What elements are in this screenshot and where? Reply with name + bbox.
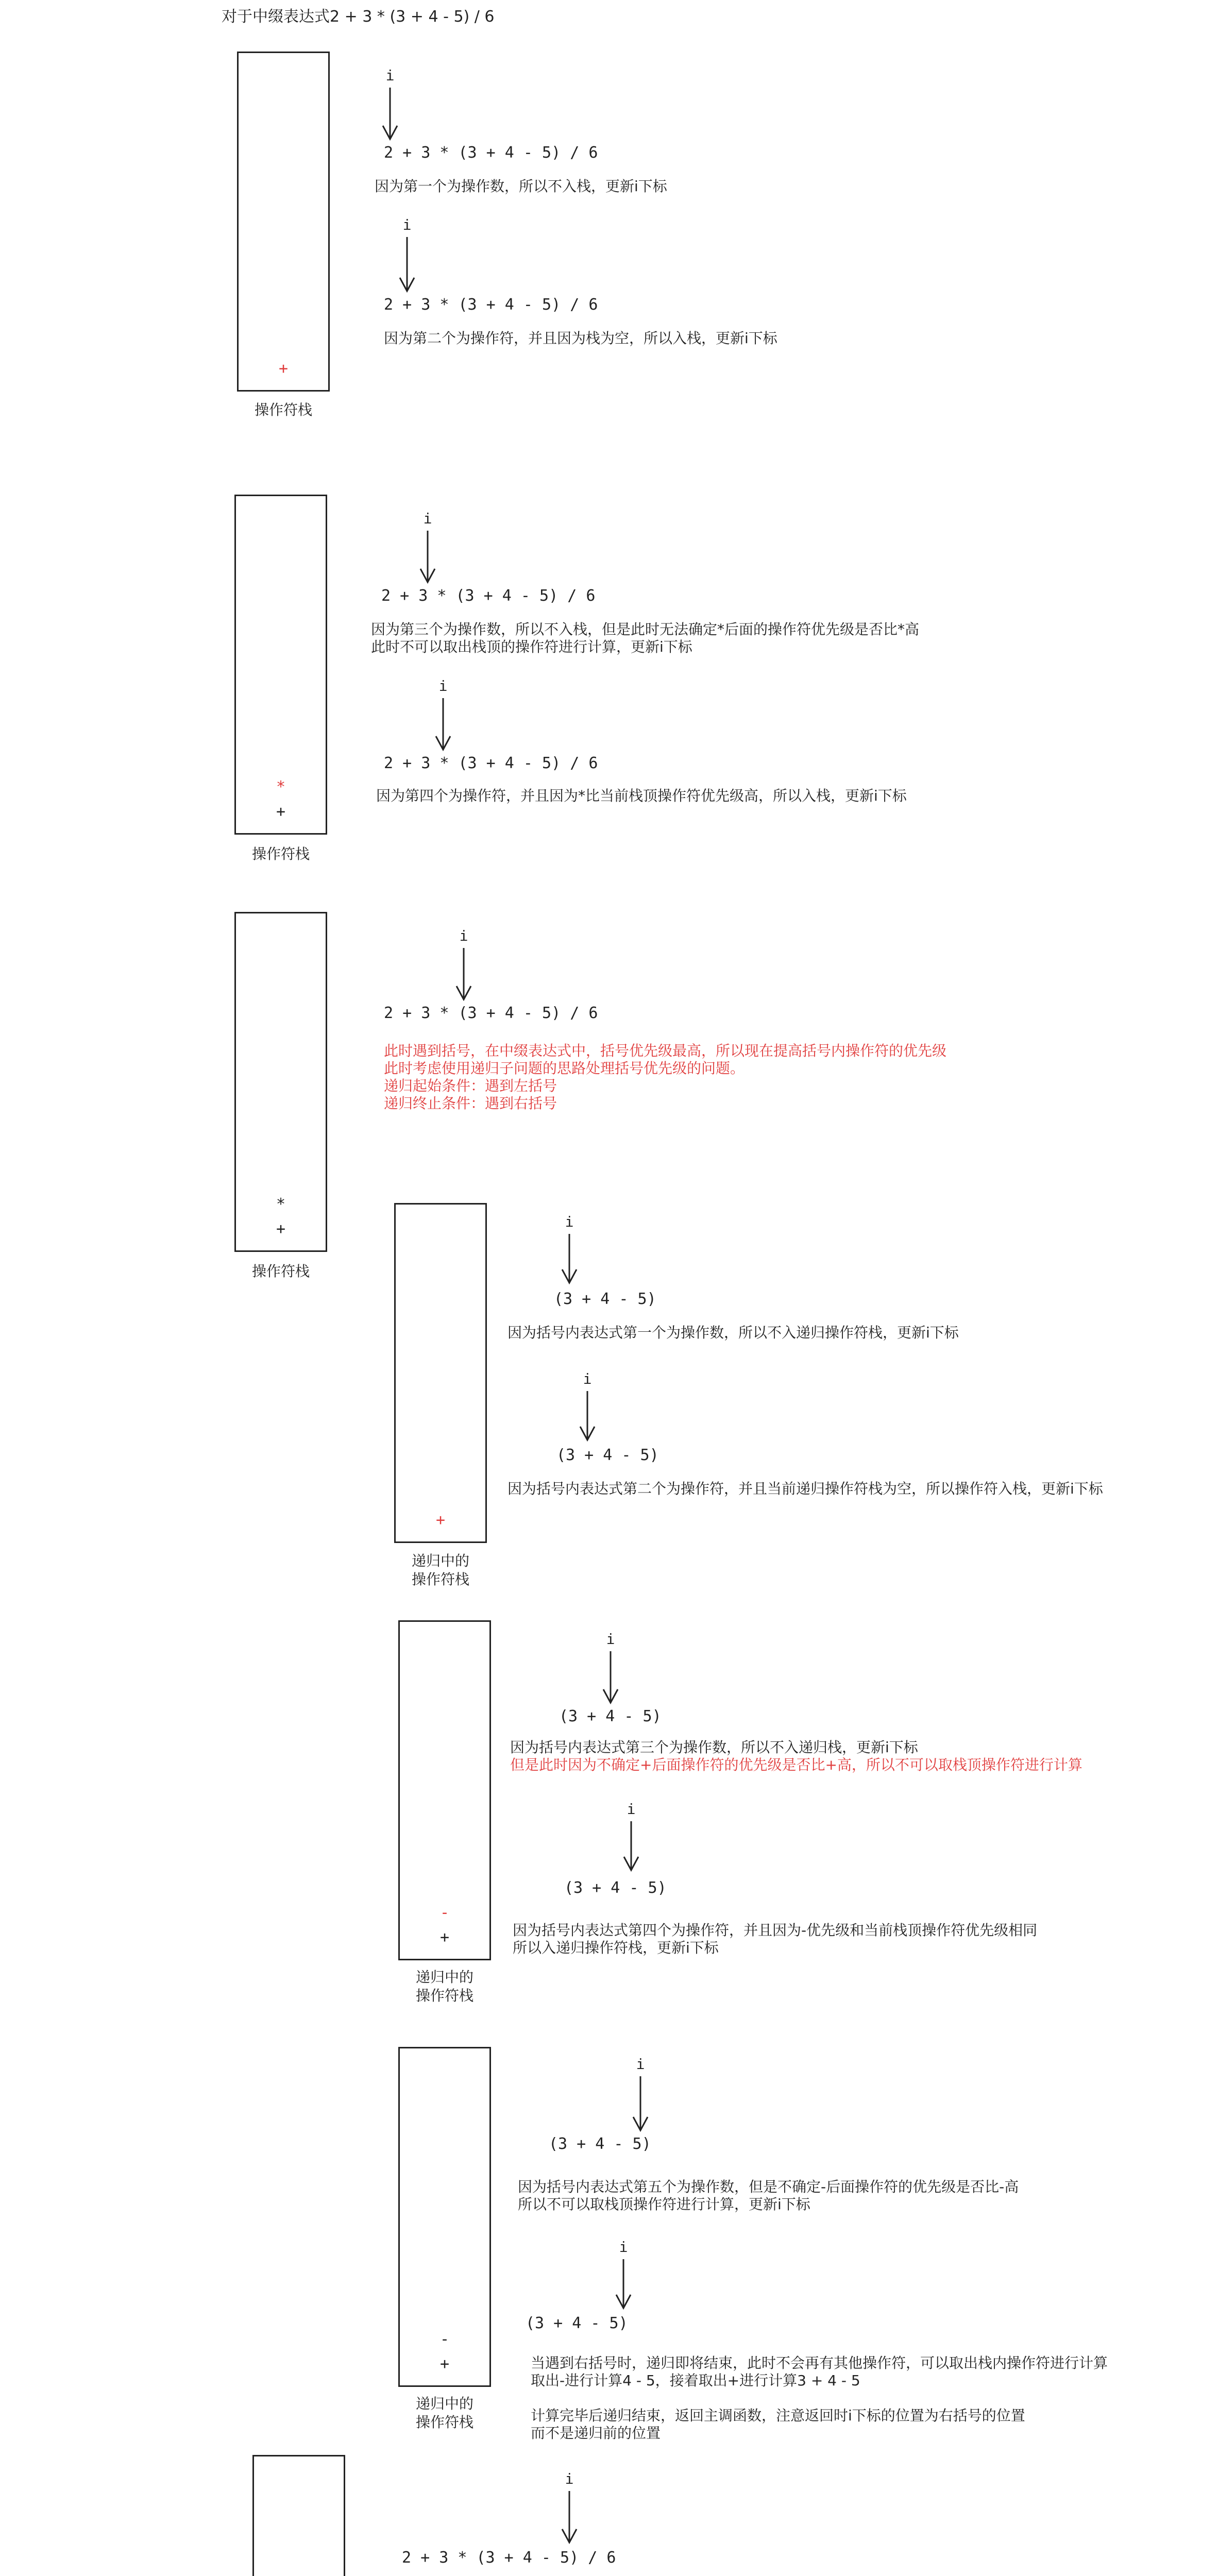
explanation-line: 因为括号内表达式第三个为操作数，所以不入递归栈，更新i下标 (510, 1739, 918, 1756)
expression: 2 + 3 * (3 + 4 - 5) / 6 (381, 587, 596, 605)
explanation-line: 此时考虑使用递归子问题的思路处理括号优先级的问题。 (384, 1060, 745, 1077)
stack-item: * (276, 778, 286, 796)
explanation-line: 而不是递归前的位置 (531, 2425, 661, 2442)
pointer-arrow-icon (559, 1213, 580, 1288)
explanation-line: 因为第三个为操作数，所以不入栈，但是此时无法确定*后面的操作符优先级是否比*高 (371, 621, 920, 638)
stack-item: + (276, 803, 286, 821)
explanation-line: 此时不可以取出栈顶的操作符进行计算，更新i下标 (371, 638, 692, 655)
explanation-line: 但是此时因为不确定+后面操作符的优先级是否比+高，所以不可以取栈顶操作符进行计算 (510, 1756, 1082, 1773)
pointer-arrow-icon (613, 2239, 634, 2313)
stack-item: - (439, 1904, 450, 1922)
stack-box (394, 1203, 487, 1543)
stack-item: + (278, 360, 289, 378)
explanation-line: 当遇到右括号时，递归即将结束，此时不会再有其他操作符，可以取出栈内操作符进行计算 (531, 2354, 1108, 2371)
pointer-arrow-icon (417, 510, 438, 587)
pointer-arrow-icon (453, 927, 474, 1005)
pointer-arrow-icon (380, 67, 400, 144)
expression: 2 + 3 * (3 + 4 - 5) / 6 (384, 144, 598, 162)
pointer-label: i (438, 677, 448, 694)
stack-item: + (439, 1928, 450, 1946)
expression: (3 + 4 - 5) (559, 1707, 662, 1725)
explanation-line: 递归起始条件：遇到左括号 (384, 1077, 557, 1094)
explanation-line: 因为括号内表达式第五个为操作数，但是不确定-后面操作符的优先级是否比-高 (518, 2178, 1019, 2195)
expression: 2 + 3 * (3 + 4 - 5) / 6 (384, 754, 598, 772)
pointer-label: i (627, 1801, 636, 1818)
pointer-label: i (619, 2239, 628, 2256)
pointer-label: i (583, 1370, 592, 1387)
explanation-line: 所以不可以取栈顶操作符进行计算，更新i下标 (518, 2196, 810, 2213)
pointer-label: i (423, 510, 432, 527)
stack-label: 操作符栈 (251, 1263, 310, 1280)
pointer-arrow-icon (397, 216, 417, 296)
explanation-line: 因为第一个为操作数，所以不入栈，更新i下标 (375, 178, 667, 195)
pointer-arrow-icon (630, 2056, 651, 2136)
expression: (3 + 4 - 5) (554, 1290, 656, 1308)
explanation-line: 取出-进行计算4 - 5，接着取出+进行计算3 + 4 - 5 (531, 2372, 860, 2389)
stack-item: - (439, 2330, 450, 2348)
pointer-label: i (565, 2470, 574, 2487)
pointer-arrow-icon (600, 1631, 621, 1708)
explanation-line: 计算完毕后递归结束，返回主调函数，注意返回时i下标的位置为右括号的位置 (531, 2407, 1025, 2424)
pointer-arrow-icon (577, 1370, 598, 1445)
explanation-line: 递归终止条件：遇到右括号 (384, 1095, 557, 1112)
stack-label: 递归中的 操作符栈 (415, 2395, 473, 2431)
stack-item: * (276, 1195, 286, 1213)
stack-item: + (435, 1511, 446, 1529)
stack-item: + (276, 1220, 286, 1238)
expression: 2 + 3 * (3 + 4 - 5) / 6 (402, 2549, 616, 2567)
expression: 2 + 3 * (3 + 4 - 5) / 6 (384, 1004, 598, 1022)
expression: (3 + 4 - 5) (526, 2314, 628, 2332)
pointer-arrow-icon (621, 1801, 641, 1875)
expression: 2 + 3 * (3 + 4 - 5) / 6 (384, 296, 598, 314)
explanation-line: 因为第二个为操作符，并且因为栈为空，所以入栈，更新i下标 (384, 330, 777, 347)
expression: (3 + 4 - 5) (549, 2135, 651, 2153)
pointer-label: i (565, 1213, 574, 1230)
pointer-label: i (459, 927, 468, 944)
pointer-arrow-icon (433, 677, 453, 755)
stack-label: 操作符栈 (254, 401, 312, 418)
pointer-label: i (606, 1631, 615, 1648)
stack-box (237, 52, 330, 392)
pointer-label: i (385, 67, 395, 84)
explanation-line: 因为括号内表达式第四个为操作符，并且因为-优先级和当前栈顶操作符优先级相同 (513, 1922, 1038, 1939)
explanation-line: 所以入递归操作符栈，更新i下标 (513, 1939, 719, 1956)
expression: (3 + 4 - 5) (564, 1879, 667, 1897)
pointer-label: i (402, 216, 412, 233)
stack-label: 递归中的 操作符栈 (411, 1552, 469, 1588)
explanation-line: 因为括号内表达式第二个为操作符，并且当前递归操作符栈为空，所以操作符入栈，更新i下标 (508, 1480, 1103, 1497)
page-title: 对于中缀表达式2 + 3 * (3 + 4 - 5) / 6 (222, 8, 495, 26)
explanation-line: 因为第四个为操作符，并且因为*比当前栈顶操作符优先级高，所以入栈，更新i下标 (376, 787, 907, 804)
explanation-line: 此时遇到括号，在中缀表达式中，括号优先级最高，所以现在提高括号内操作符的优先级 (384, 1042, 947, 1059)
pointer-label: i (636, 2056, 645, 2073)
stack-box (252, 2455, 345, 2576)
stack-label: 递归中的 操作符栈 (415, 1969, 473, 2004)
stack-item: + (439, 2355, 450, 2373)
explanation-line: 因为括号内表达式第一个为操作数，所以不入递归操作符栈，更新i下标 (508, 1324, 959, 1341)
stack-label: 操作符栈 (251, 845, 310, 862)
pointer-arrow-icon (559, 2470, 580, 2548)
expression: (3 + 4 - 5) (556, 1446, 659, 1464)
